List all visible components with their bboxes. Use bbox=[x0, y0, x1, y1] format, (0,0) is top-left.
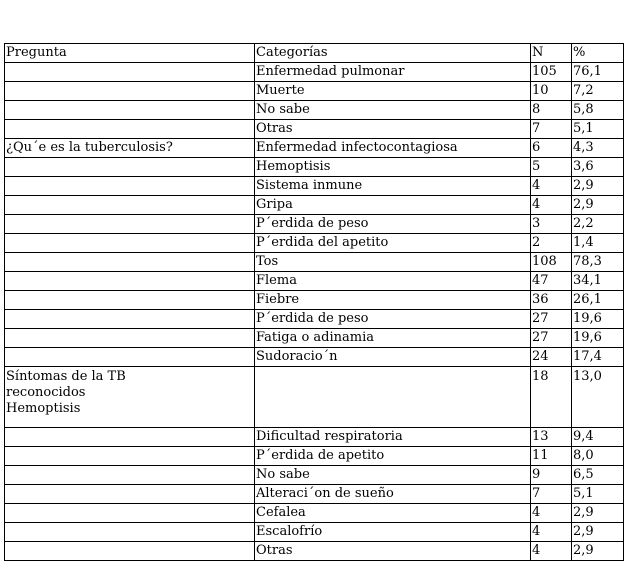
cell-categoria: Dificultad respiratoria bbox=[255, 428, 531, 447]
cell-categoria: P´erdida de peso bbox=[255, 215, 531, 234]
cell-percent: 2,9 bbox=[572, 523, 624, 542]
cell-n: 105 bbox=[531, 63, 572, 82]
cell-percent: 2,2 bbox=[572, 215, 624, 234]
cell-n: 4 bbox=[531, 504, 572, 523]
cell-pregunta bbox=[5, 523, 255, 542]
cell-categoria: Hemoptisis bbox=[255, 158, 531, 177]
cell-categoria: Otras bbox=[255, 120, 531, 139]
data-table bbox=[4, 43, 624, 561]
table-body bbox=[5, 63, 624, 561]
cell-categoria: P´erdida de peso bbox=[255, 310, 531, 329]
cell-percent: 2,9 bbox=[572, 196, 624, 215]
table-row bbox=[5, 523, 624, 542]
cell-categoria: Fiebre bbox=[255, 291, 531, 310]
cell-categoria: Cefalea bbox=[255, 504, 531, 523]
cell-pregunta bbox=[5, 348, 255, 367]
cell-categoria: Alteraci´on de sueño bbox=[255, 485, 531, 504]
cell-categoria bbox=[255, 367, 531, 428]
table-row bbox=[5, 428, 624, 447]
cell-pregunta bbox=[5, 466, 255, 485]
cell-n: 8 bbox=[531, 101, 572, 120]
cell-percent: 2,9 bbox=[572, 177, 624, 196]
cell-n: 18 bbox=[531, 367, 572, 428]
cell-pregunta bbox=[5, 310, 255, 329]
cell-pregunta bbox=[5, 329, 255, 348]
cell-n: 36 bbox=[531, 291, 572, 310]
header-percent: % bbox=[572, 44, 624, 63]
table-row bbox=[5, 310, 624, 329]
cell-n: 24 bbox=[531, 348, 572, 367]
cell-categoria: Sudoracio´n bbox=[255, 348, 531, 367]
cell-percent: 7,2 bbox=[572, 82, 624, 101]
cell-n: 27 bbox=[531, 329, 572, 348]
table-row bbox=[5, 120, 624, 139]
cell-percent: 13,0 bbox=[572, 367, 624, 428]
cell-percent: 5,1 bbox=[572, 485, 624, 504]
cell-n: 11 bbox=[531, 447, 572, 466]
cell-categoria: Escalofrío bbox=[255, 523, 531, 542]
cell-categoria: Gripa bbox=[255, 196, 531, 215]
cell-n: 108 bbox=[531, 253, 572, 272]
header-row bbox=[5, 44, 624, 63]
table-row bbox=[5, 485, 624, 504]
table-row bbox=[5, 139, 624, 158]
table-row bbox=[5, 82, 624, 101]
cell-percent: 4,3 bbox=[572, 139, 624, 158]
header-categorias: Categorías bbox=[255, 44, 531, 63]
cell-pregunta bbox=[5, 485, 255, 504]
cell-pregunta bbox=[5, 504, 255, 523]
cell-percent: 9,4 bbox=[572, 428, 624, 447]
table-row bbox=[5, 215, 624, 234]
cell-categoria: Otras bbox=[255, 542, 531, 561]
table-row bbox=[5, 367, 624, 428]
cell-categoria: Muerte bbox=[255, 82, 531, 101]
table-row bbox=[5, 177, 624, 196]
cell-percent: 76,1 bbox=[572, 63, 624, 82]
cell-percent: 8,0 bbox=[572, 447, 624, 466]
cell-n: 13 bbox=[531, 428, 572, 447]
cell-percent: 5,8 bbox=[572, 101, 624, 120]
cell-categoria: Enfermedad pulmonar bbox=[255, 63, 531, 82]
table-row bbox=[5, 466, 624, 485]
cell-pregunta bbox=[5, 63, 255, 82]
cell-categoria: Sistema inmune bbox=[255, 177, 531, 196]
header-pregunta: Pregunta bbox=[5, 44, 255, 63]
table-row bbox=[5, 348, 624, 367]
table-row bbox=[5, 234, 624, 253]
cell-n: 6 bbox=[531, 139, 572, 158]
cell-percent: 17,4 bbox=[572, 348, 624, 367]
table-row bbox=[5, 253, 624, 272]
cell-percent: 2,9 bbox=[572, 542, 624, 561]
cell-percent: 6,5 bbox=[572, 466, 624, 485]
cell-percent: 5,1 bbox=[572, 120, 624, 139]
cell-categoria: Fatiga o adinamia bbox=[255, 329, 531, 348]
cell-n: 2 bbox=[531, 234, 572, 253]
cell-percent: 34,1 bbox=[572, 272, 624, 291]
cell-percent: 78,3 bbox=[572, 253, 624, 272]
table-row bbox=[5, 291, 624, 310]
cell-categoria: No sabe bbox=[255, 101, 531, 120]
cell-percent: 1,4 bbox=[572, 234, 624, 253]
cell-categoria: Enfermedad infectocontagiosa bbox=[255, 139, 531, 158]
cell-n: 10 bbox=[531, 82, 572, 101]
cell-n: 4 bbox=[531, 542, 572, 561]
cell-pregunta bbox=[5, 196, 255, 215]
table-row bbox=[5, 272, 624, 291]
cell-pregunta bbox=[5, 272, 255, 291]
cell-n: 7 bbox=[531, 485, 572, 504]
table-row bbox=[5, 329, 624, 348]
cell-pregunta bbox=[5, 120, 255, 139]
cell-pregunta bbox=[5, 253, 255, 272]
cell-pregunta bbox=[5, 291, 255, 310]
cell-pregunta bbox=[5, 82, 255, 101]
cell-n: 7 bbox=[531, 120, 572, 139]
cell-n: 4 bbox=[531, 177, 572, 196]
cell-n: 5 bbox=[531, 158, 572, 177]
table-row bbox=[5, 504, 624, 523]
cell-pregunta bbox=[5, 177, 255, 196]
cell-categoria: Flema bbox=[255, 272, 531, 291]
header-n: N bbox=[531, 44, 572, 63]
cell-percent: 3,6 bbox=[572, 158, 624, 177]
cell-categoria: P´erdida de apetito bbox=[255, 447, 531, 466]
cell-pregunta bbox=[5, 234, 255, 253]
cell-n: 27 bbox=[531, 310, 572, 329]
cell-percent: 2,9 bbox=[572, 504, 624, 523]
cell-pregunta: ¿Qu´e es la tuberculosis? bbox=[5, 139, 255, 158]
cell-n: 4 bbox=[531, 523, 572, 542]
cell-n: 47 bbox=[531, 272, 572, 291]
cell-percent: 19,6 bbox=[572, 329, 624, 348]
cell-n: 9 bbox=[531, 466, 572, 485]
cell-pregunta bbox=[5, 101, 255, 120]
cell-n: 3 bbox=[531, 215, 572, 234]
table-row bbox=[5, 158, 624, 177]
cell-pregunta bbox=[5, 428, 255, 447]
cell-pregunta bbox=[5, 447, 255, 466]
table-row bbox=[5, 63, 624, 82]
cell-pregunta bbox=[5, 158, 255, 177]
cell-categoria: P´erdida del apetito bbox=[255, 234, 531, 253]
table-row bbox=[5, 447, 624, 466]
cell-pregunta bbox=[5, 215, 255, 234]
table-row bbox=[5, 101, 624, 120]
cell-categoria: No sabe bbox=[255, 466, 531, 485]
cell-n: 4 bbox=[531, 196, 572, 215]
cell-percent: 26,1 bbox=[572, 291, 624, 310]
cell-categoria: Tos bbox=[255, 253, 531, 272]
cell-percent: 19,6 bbox=[572, 310, 624, 329]
table-row bbox=[5, 196, 624, 215]
cell-pregunta: Síntomas de la TB reconocidos Hemoptisis bbox=[5, 367, 255, 428]
